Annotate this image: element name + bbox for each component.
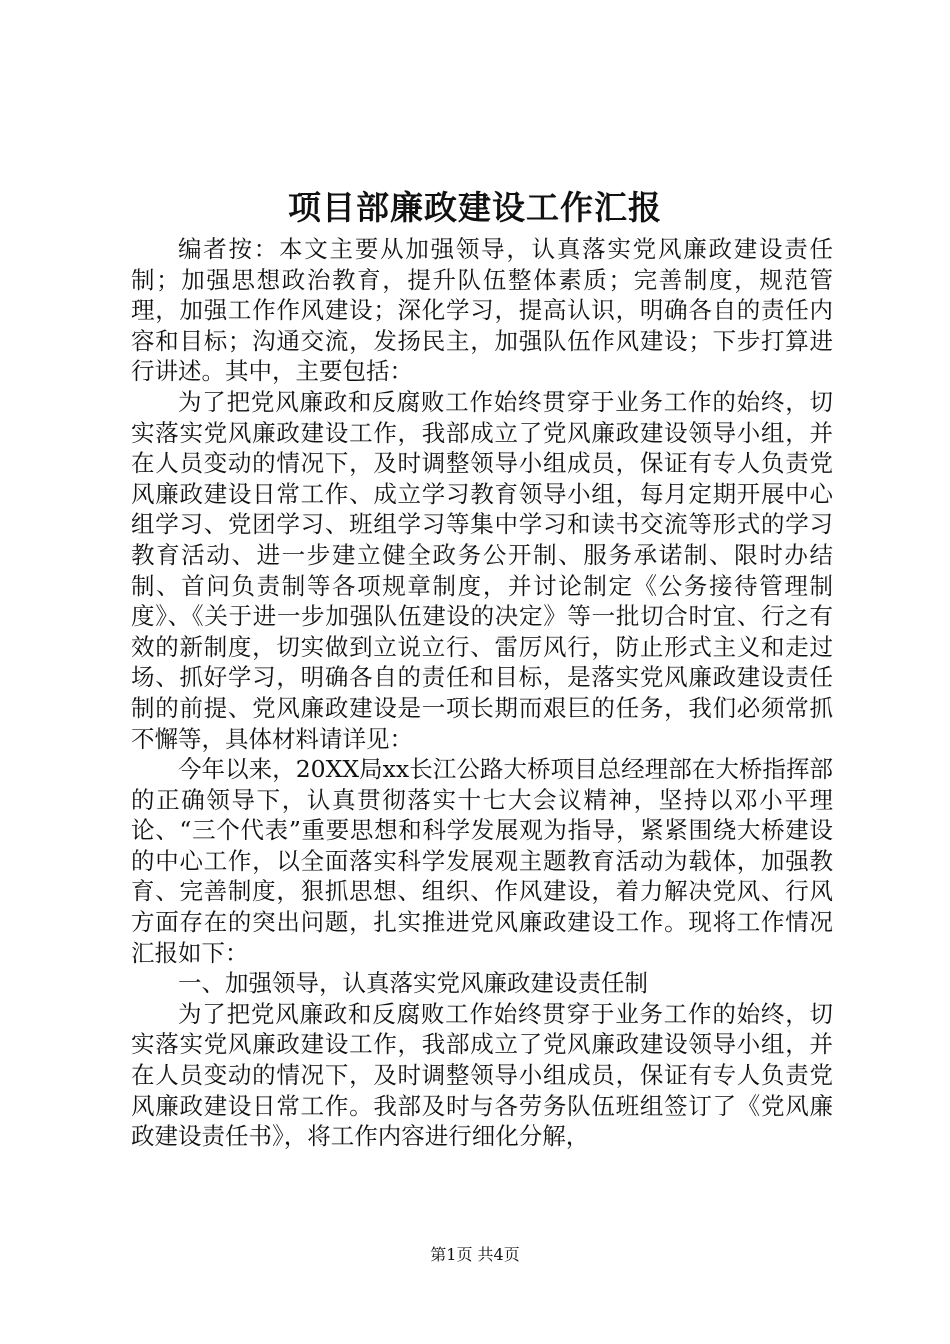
intro-paragraph: 今年以来，20XX局xx长江公路大桥项目总经理部在大桥指挥部的正确领导下，认真贯彻落实十七大会议精神，坚持以邓小平理论、“三个代表”重要思想和科学发展观为指导，紧紧围绕大桥建设的中心工作，以全面落实科学发展观主题教育活动为载体，加强教育、完善制度，狠抓思想、组织、作风建设，着力解决党风、行风方面存在的突出问题，扎实推进党风廉政建设工作。现将工作情况汇报如下： xyxy=(131,755,833,967)
section-paragraph: 为了把党风廉政和反腐败工作始终贯穿于业务工作的始终，切实落实党风廉政建设工作，我部成立了党风廉政建设领导小组，并在人员变动的情况下，及时调整领导小组成员，保证有专人负责党风廉政建设日常工作。我部及时与各劳务队伍班组签订了《党风廉政建设责任书》，将工作内容进行细化分解， xyxy=(131,999,833,1151)
document-body xyxy=(131,234,833,1152)
summary-paragraph: 为了把党风廉政和反腐败工作始终贯穿于业务工作的始终，切实落实党风廉政建设工作，我部成立了党风廉政建设领导小组，并在人员变动的情况下，及时调整领导小组成员，保证有专人负责党风廉政建设日常工作、成立学习教育领导小组，每月定期开展中心组学习、党团学习、班组学习等集中学习和读书交流等形式的学习教育活动、进一步建立健全政务公开制、服务承诺制、限时办结制、首问负责制等各项规章制度，并讨论制定《公务接待管理制度》、《关于进一步加强队伍建设的决定》等一批切合时宜、行之有效的新制度，切实做到立说立行、雷厉风行，防止形式主义和走过场、抓好学习，明确各自的责任和目标，是落实党风廉政建设责任制的前提、党风廉政建设是一项长期而艰巨的任务，我们必须常抓不懈等，具体材料请详见： xyxy=(131,387,833,753)
document-title: 项目部廉政建设工作汇报 xyxy=(288,188,662,227)
page-number: 第1页 共4页 xyxy=(430,1245,520,1264)
section-heading: 一、加强领导，认真落实党风廉政建设责任制 xyxy=(178,969,648,998)
editor-note-paragraph: 编者按：本文主要从加强领导，认真落实党风廉政建设责任制；加强思想政治教育，提升队伍整体素质；完善制度，规范管理，加强工作作风建设；深化学习，提高认识，明确各自的责任内容和目标；沟通交流，发扬民主，加强队伍作风建设；下步打算进行讲述。其中，主要包括： xyxy=(131,235,833,386)
